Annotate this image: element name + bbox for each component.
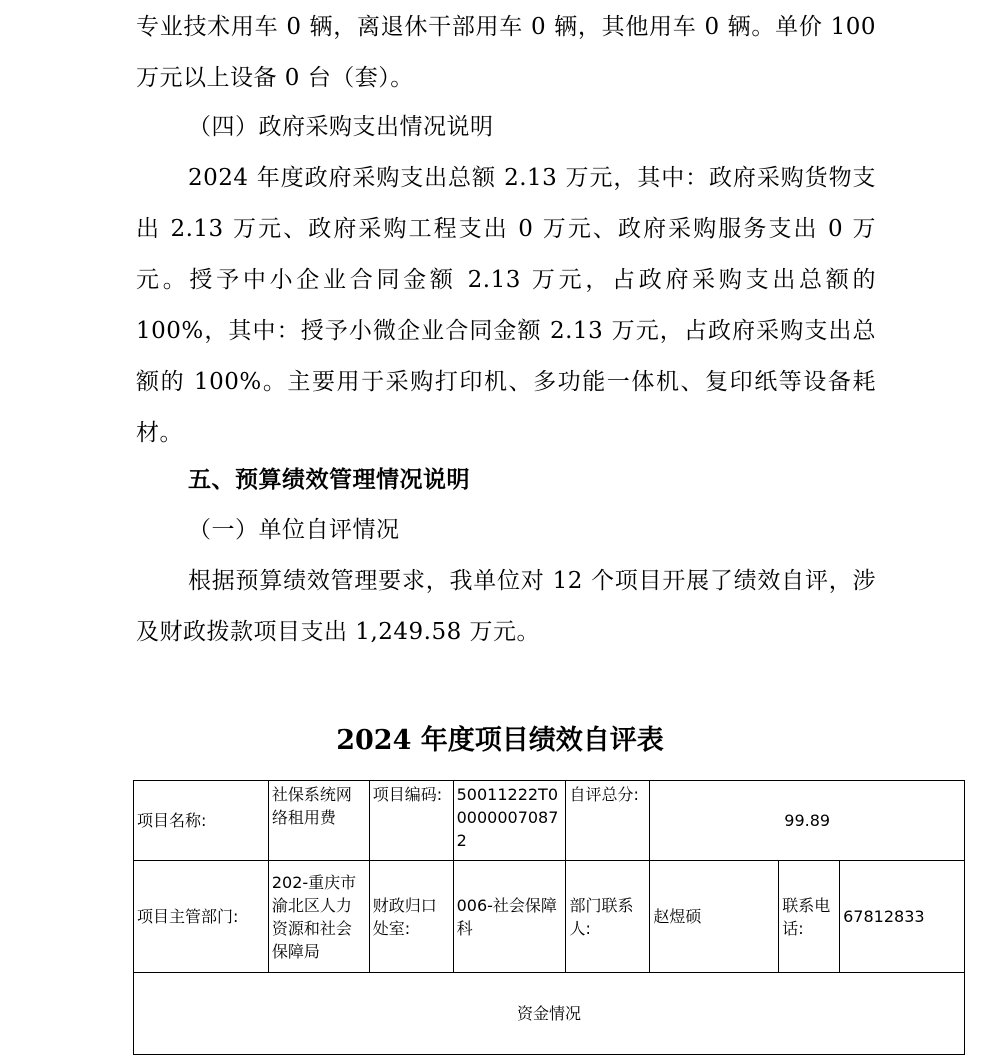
project-code-value: 50011222T000000070872 [453,781,566,861]
finance-office-value: 006-社会保障科 [453,861,566,973]
paragraph-procurement: 2024 年度政府采购支出总额 2.13 万元，其中：政府采购货物支出 2.13 万元、政府采购工程支出 0 万元、政府采购服务支出 0 万元。授予中小企业合同金额 2.13 万元，占政府采购支出总额的 100%，其中：授予小微企业合同金额 2.13 万元，占政府采购支出总额的 100%。主要用于采购打印机、多功能一体机、复印纸等设备耗材。 [136,165,876,446]
project-code-label: 项目编码: [369,781,453,861]
project-name-label: 项目名称: [134,781,269,861]
phone-label: 联系电话: [779,861,840,973]
table-row [134,781,965,861]
department-value: 202-重庆市渝北区人力资源和社会保障局 [268,861,369,973]
paragraph-vehicles: 专业技术用车 0 辆，离退休干部用车 0 辆，其他用车 0 辆。单价 100 万元以上设备 0 台（套）。 [136,14,876,91]
contact-person-value: 赵煜硕 [650,861,779,973]
self-score-label: 自评总分: [566,781,650,861]
contact-person-label: 部门联系人: [566,861,650,973]
table-row [134,861,965,973]
project-name-value: 社保系统网络租用费 [268,781,369,861]
evaluation-table [133,780,965,1055]
heading-section-five: 五、预算绩效管理情况说明 [188,467,470,493]
heading-self-evaluation: （一）单位自评情况 [188,517,400,543]
paragraph-self-evaluation: 根据预算绩效管理要求，我单位对 12 个项目开展了绩效自评，涉及财政拨款项目支出 1,249.58 万元。 [136,568,876,645]
phone-value: 67812833 [840,861,965,973]
self-score-value: 99.89 [650,781,965,861]
funds-section-label: 资金情况 [134,973,965,1055]
finance-office-label: 财政归口处室: [369,861,453,973]
heading-procurement: （四）政府采购支出情况说明 [188,114,494,140]
table-title: 2024 年度项目绩效自评表 [336,725,664,756]
table-row [134,973,965,1055]
department-label: 项目主管部门: [134,861,269,973]
